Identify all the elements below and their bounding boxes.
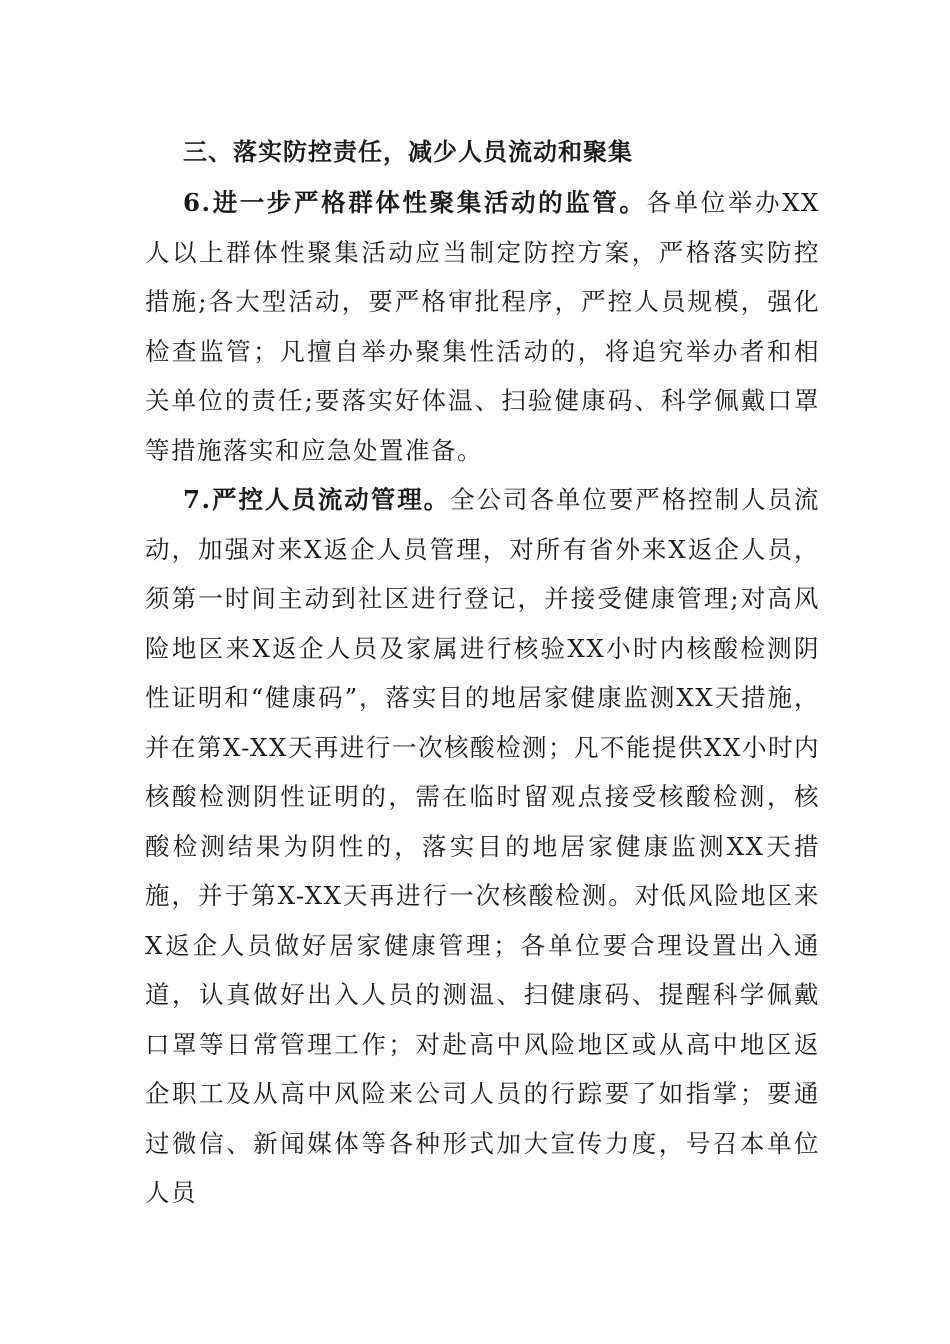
paragraph-item-6 bbox=[145, 178, 820, 475]
paragraph-text: 各单位举办XX人以上群体性聚集活动应当制定防控方案，严格落实防控措施;各大型活动，要严格审批程序，严控人员规模，强化检查监管；凡擅自举办聚集性活动的，将追究举办者和相关单位的责任;要落实好体温、扫验健康码、科学佩戴口罩等措施落实和应急处置准备。 bbox=[145, 188, 820, 465]
paragraph-text: 全公司各单位要严格控制人员流动，加强对来X返企人员管理，对所有省外来X返企人员，须第一时间主动到社区进行登记，并接受健康管理;对高风险地区来X返企人员及家属进行核验XX小时内核酸检测阴性证明和“健康码”，落实目的地居家健康监测XX天措施，并在第X-XX天再进行一次核酸检测；凡不能提供XX小时内核酸检测阴性证明的，需在临时留观点接受核酸检测，核酸检测结果为阴性的，落实目的地居家健康监测XX天措施，并于第X-XX天再进行一次核酸检测。对低风险地区来X返企人员做好居家健康管理；各单位要合理设置出入通道，认真做好出入人员的测温、扫健康码、提醒科学佩戴口罩等日常管理工作；对赴高中风险地区或从高中地区返企职工及从高中风险来公司人员的行踪要了如指掌；要通过微信、新闻媒体等各种形式加大宣传力度，号召本单位人员 bbox=[145, 485, 820, 1207]
paragraph-item-7 bbox=[145, 475, 820, 1218]
paragraph-lead: 6.进一步严格群体性聚集活动的监管。 bbox=[183, 188, 647, 217]
paragraph-lead: 7.严控人员流动管理。 bbox=[183, 485, 451, 514]
section-heading: 三、落实防控责任，减少人员流动和聚集 bbox=[183, 138, 633, 166]
document-body bbox=[145, 130, 820, 1218]
